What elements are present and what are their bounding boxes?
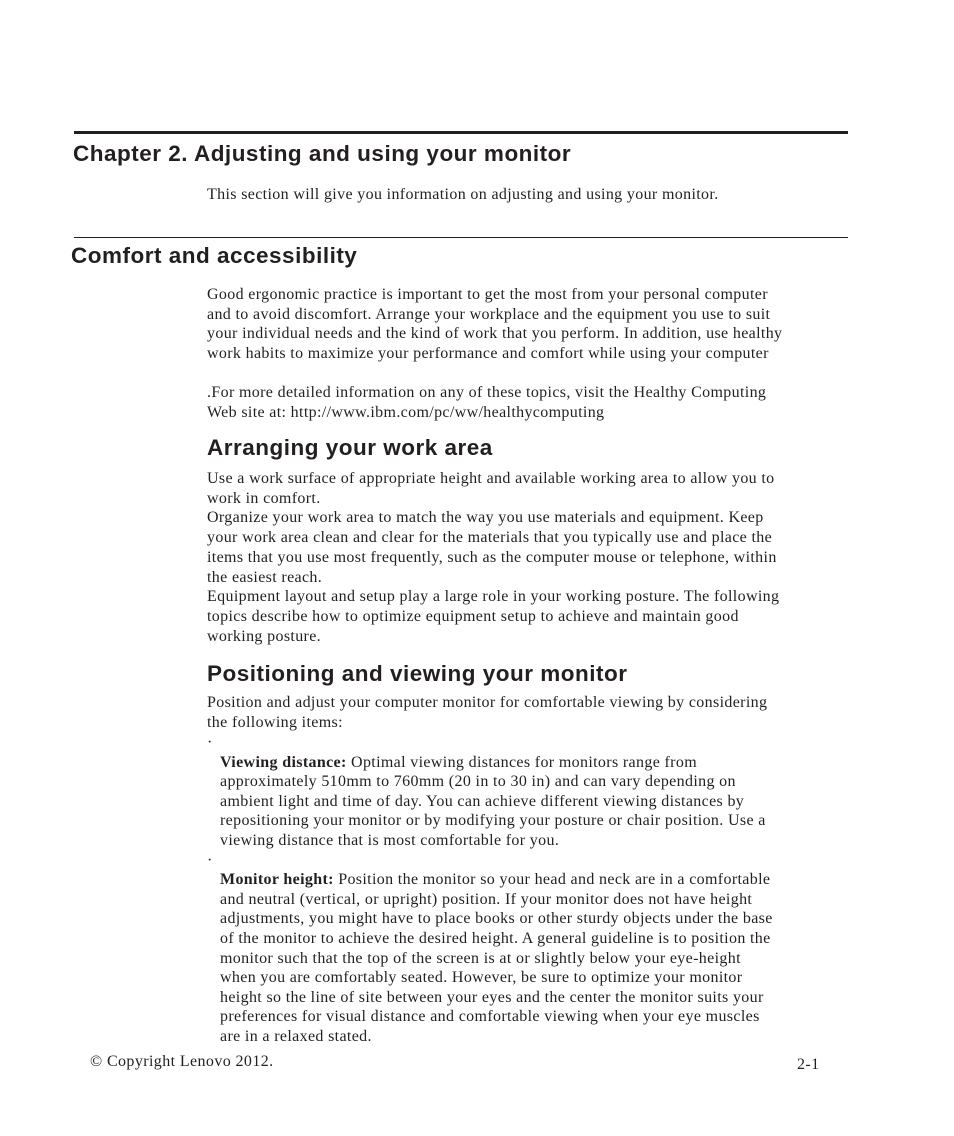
bullet-marker: · xyxy=(207,851,213,869)
bullet-term: Monitor height: xyxy=(220,871,334,889)
positioning-intro: Position and adjust your computer monitor for comfortable viewing by considering the following items: xyxy=(207,694,768,731)
comfort-paragraph-1: Good ergonomic practice is important to get the most from your personal computer and to avoid discomfort. Arrange your workplace and the equipment you use to suit your individual needs and the kind of work that you perform. In addition, use healthy work habits to maximize your performance and comfort while using your computer xyxy=(207,286,783,363)
arranging-body: Use a work surface of appropriate height and available working area to allow you to work in comfort. Organize your work area to match the way you use materials and equipment. Keep your work area clean and clear for the materials that you typically use and place the items that you use most frequently, such as the computer mouse or telephone, within the easiest reach. Equipment layout and setup play a large role in your working posture. The following topics describe how to optimize equipment setup to achieve and maintain good working posture. xyxy=(207,470,780,645)
comfort-paragraph-2: .For more detailed information on any of these topics, visit the Healthy Computing Web site at: http://www.ibm.com/pc/ww/healthycomputing xyxy=(207,384,767,421)
bullet-viewing-distance xyxy=(207,733,867,851)
subsection-title-arranging: Arranging your work area xyxy=(207,435,493,460)
positioning-bullet-list xyxy=(207,733,867,1047)
bullet-text: Position the monitor so your head and neck are in a comfortable and neutral (vertical, or upright) position. If your monitor does not have height adjustments, you might have to place books or other sturdy objects under the base of the monitor to achieve the desired height. A general guideline is to position the monitor such that the top of the screen is at or slightly below your eye-height when you are comfortably seated. However, be sure to optimize your monitor height so the line of site between your eyes and the center the monitor suits your preferences for visual distance and comfortable viewing when your eye muscles are in a relaxed stated. xyxy=(220,871,773,1045)
bullet-marker: · xyxy=(207,734,213,751)
chapter-top-rule xyxy=(74,131,848,134)
bullet-term: Viewing distance: xyxy=(220,753,347,771)
subsection-title-positioning: Positioning and viewing your monitor xyxy=(207,661,628,686)
section-title-comfort: Comfort and accessibility xyxy=(71,243,358,268)
bullet-text: Optimal viewing distances for monitors range from approximately 510mm to 760mm (20 in to 30 in) and can vary depending on ambient light and time of day. You can achieve different viewing distances by repositioning your monitor or by modifying your posture or chair position. Use a viewing distance that is most comfortable for you. xyxy=(220,753,766,849)
chapter-title: Chapter 2. Adjusting and using your monitor xyxy=(73,141,572,166)
chapter-intro: This section will give you information on adjusting and using your monitor. xyxy=(207,186,719,203)
page-number: 2-1 xyxy=(797,1056,820,1073)
section-rule xyxy=(74,237,848,238)
footer-copyright: © Copyright Lenovo 2012. xyxy=(90,1053,274,1070)
bullet-monitor-height xyxy=(207,851,867,1047)
